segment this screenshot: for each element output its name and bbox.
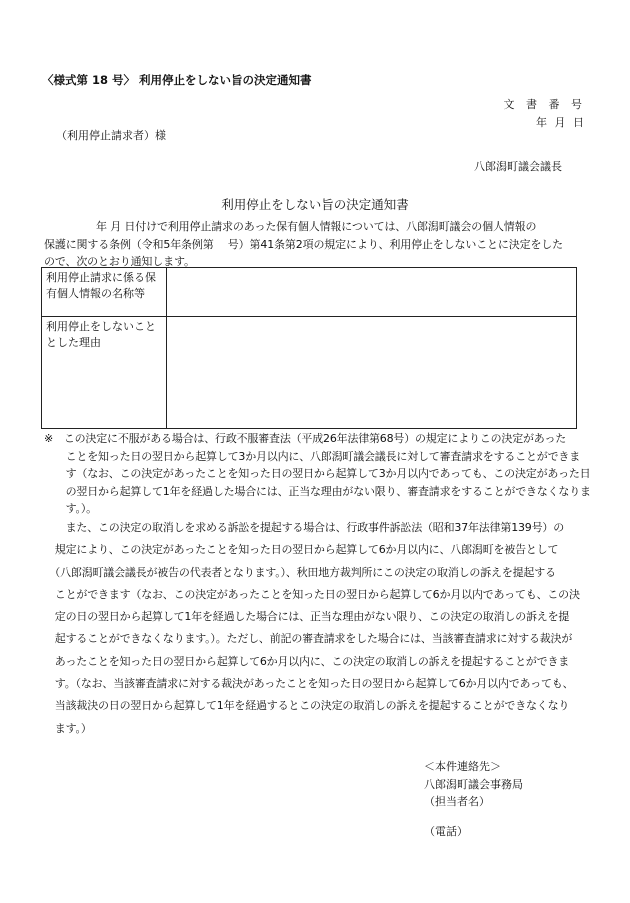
- note-line: ※ この決定に不服がある場合は、行政不服審査法（平成26年法律第68号）の規定によりこの決定があった: [44, 432, 567, 445]
- body-text: [44, 218, 584, 271]
- note-line: また、この決定の取消しを求める訴訟を提起する場合は、行政事件訴訟法（昭和37年法律第139号）の: [44, 521, 564, 534]
- sender: 八郎潟町議会議長: [474, 160, 562, 173]
- document-number-label: 文 書 番 号: [503, 98, 586, 111]
- appeal-note: [44, 430, 594, 518]
- note-line: す。）。: [44, 502, 97, 515]
- note-line: す（なお、この決定があったことを知った日の翌日から起算して3か月以内であっても、この決定があった日: [44, 467, 591, 480]
- note-line: 当該裁決の日の翌日から起算して1年を経過するとこの決定の取消しの訴えを提起することができなくなり: [44, 699, 570, 713]
- row1-label: 利用停止請求に係る保有個人情報の名称等: [42, 268, 167, 317]
- lawsuit-note: [44, 517, 594, 740]
- body-line: 保護に関する条例（令和5年条例第 号）第41条第2項の規定により、利用停止をしないことに決定をした: [44, 237, 563, 251]
- contact-block: [424, 758, 523, 811]
- note-line: ことができます（なお、この決定があったことを知った日の翌日から起算して6か月以内であっても、この決: [44, 587, 580, 601]
- date-label: 年 月 日: [536, 116, 586, 129]
- info-table: [41, 267, 577, 429]
- row1-value: [167, 268, 577, 317]
- body-line: ので、次のとおり通知します。: [44, 255, 195, 268]
- note-line: ことを知った日の翌日から起算して3か月以内に、八郎潟町議会議長に対して審査請求をすることができま: [44, 449, 580, 463]
- note-line: 規定により、この決定があったことを知った日の翌日から起算して6か月以内に、八郎潟町を被告として: [44, 543, 559, 557]
- body-line: 年 月 日付けで利用停止請求のあった保有個人情報については、八郎潟町議会の個人情報の: [96, 220, 537, 233]
- note-line: の翌日から起算して1年を経過した場合には、正当な理由がない限り、審査請求をすることができなくなりま: [44, 484, 591, 498]
- note-line: 定の日の翌日から起算して1年を経過した場合には、正当な理由がない限り、この決定の取消しの訴えを提: [44, 610, 570, 624]
- note-line: （八郎潟町議会議長が被告の代表者となります。）、秋田地方裁判所にこの決定の取消しの訴えを提起する: [44, 565, 556, 579]
- note-line: 起することができなくなります。）。ただし、前記の審査請求をした場合には、当該審査請求に対する裁決が: [44, 632, 573, 646]
- note-line: ます。）: [44, 721, 92, 735]
- row2-value: [167, 317, 577, 429]
- contact-person: （担当者名）: [424, 795, 490, 808]
- form-number-heading: 〈様式第 18 号〉 利用停止をしない旨の決定通知書: [42, 73, 312, 87]
- note-line: あったことを知った日の翌日から起算して6か月以内に、この決定の取消しの訴えを提起することができま: [44, 654, 570, 668]
- contact-phone: （電話）: [424, 825, 468, 838]
- table-row: [42, 317, 577, 429]
- contact-office: 八郎潟町議会事務局: [424, 777, 523, 791]
- contact-heading: ＜本件連絡先＞: [424, 760, 501, 773]
- note-line: す。（なお、当該審査請求に対する裁決があったことを知った日の翌日から起算して6か月以内であっても、: [44, 677, 574, 691]
- document-title: 利用停止をしない旨の決定通知書: [221, 197, 409, 212]
- addressee: （利用停止請求者）様: [56, 129, 166, 142]
- table-row: [42, 268, 577, 317]
- row2-label: 利用停止をしないこととした理由: [42, 317, 167, 429]
